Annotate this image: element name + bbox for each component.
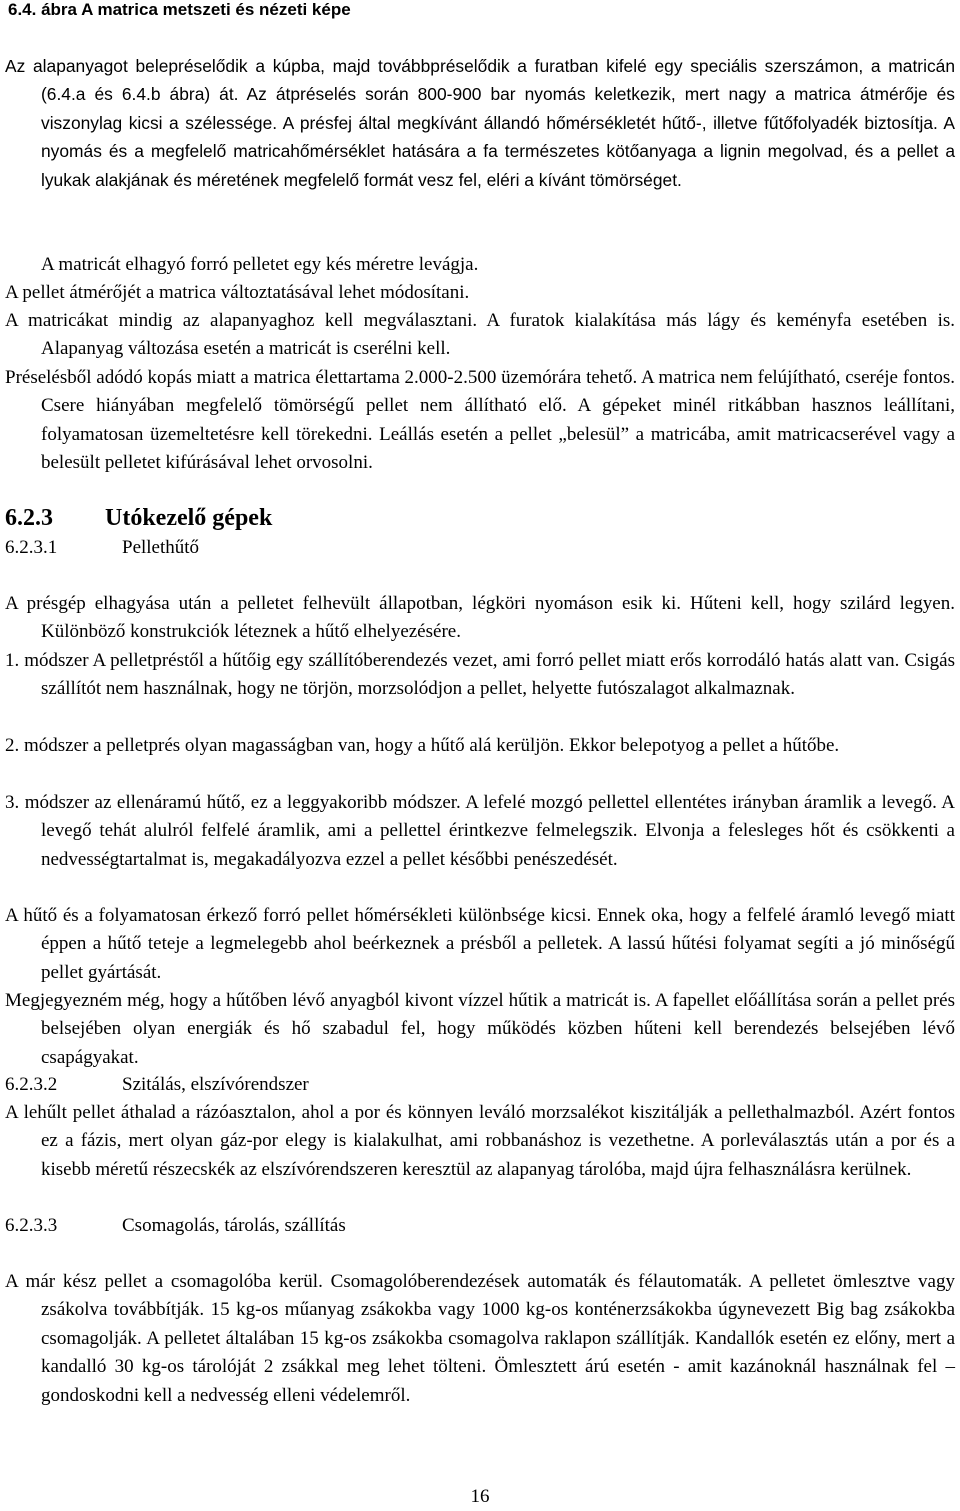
- cooler-paragraph-note: Megjegyezném még, hogy a hűtőben lévő anyagból kivont vízzel hűtik a matricát is. A fapellet előállítása során a pellet prés belsejében olyan energiák és hő szabadul fel, hogy működés közben hűteni kell berendezés belsejében lévő csapágyakat.: [5, 990, 955, 1068]
- subsection-number: 6.2.3.2: [5, 1074, 58, 1095]
- cooler-paragraph-temperature: A hűtő és a folyamatosan érkező forró pellet hőmérsékleti különbsége kicsi. Ennek oka, hogy a felfelé áramló levegő miatt éppen a hűtő teteje a legmelegebb ahol beérkeznek a présből a pelletek. A lassú hűtési folyamat segíti a jó minőségű pellet gyártását.: [5, 905, 955, 983]
- subsection-number: 6.2.3.3: [5, 1215, 58, 1236]
- cooler-paragraph-1: A présgép elhagyása után a pelletet felhevült állapotban, légköri nyomáson esik ki. Hűteni kell, hogy szilárd legyen. Különböző konstrukciók léteznek a hűtő elhelyezésére.: [5, 593, 955, 643]
- intro-paragraph: Az alapanyagot belepréselődik a kúpba, majd továbbpréselődik a furatban kifelé egy speciális szerszámon, a matricán (6.4.a és 6.4.b ábra) át. Az átpréselés során 800-900 bar nyomás keletkezik, mert nagy a matrica átmérője és viszonylag kicsi a szélessége. A présfej által megkívánt állandó hőmérsékletét hűtő-, illetve fűtőfolyadék biztosítja. A nyomás és a megfelelő matricahőmérséklet hatására a fa természetes kötőanyaga a lignin megolvad, és a pellet a lyukak alakjának és méretének megfelelő formát vesz fel, eléri a kívánt tömörséget.: [5, 56, 955, 190]
- intro-line-knife: A matricát elhagyó forró pelletet egy kés méretre levágja.: [41, 254, 479, 275]
- subsection-number: 6.2.3.1: [5, 537, 58, 558]
- subsection-title: Csomagolás, tárolás, szállítás: [122, 1215, 346, 1236]
- intro-paragraph-wear: Préselésből adódó kopás miatt a matrica élettartama 2.000-2.500 üzemórára tehető. A matrica nem felújítható, cseréje fontos. Csere hiányában megfelelő tömörségű pellet nem állítható elő. A gépeket minél ritkábban hasznos leállítani, folyamatosan üzemeltetésre kell törekedni. Leállás esetén a pellet „belesül” a matricába, amit matricacserével vagy a belesült pelletet kifúrásával lehet orvosolni.: [5, 367, 955, 474]
- page-number: 16: [470, 1486, 490, 1507]
- subsection-heading-sieve: [5, 1072, 309, 1098]
- subsection-heading-cooler: [5, 535, 199, 561]
- subsection-title: Szitálás, elszívórendszer: [122, 1074, 309, 1095]
- intro-line-diameter: A pellet átmérőjét a matrica változtatásával lehet módosítani.: [5, 282, 470, 303]
- subsection-heading-packaging: [5, 1213, 346, 1239]
- packaging-paragraph: A már kész pellet a csomagolóba kerül. Csomagolóberendezések automaták és félautomaták. A pelletet ömlesztve vagy zsákolva továbbítják. 15 kg-os műanyag zsákokba vagy 1000 kg-os konténerzsákokba úgynevezett Big bag zsákokba csomagolják. A pelletet általában 15 kg-os zsákokba csomagolva raklapon szállítják. Kandallók esetén ez előny, mert a kandalló 30 kg-os tárolóját 2 zsákkal meg lehet tölteni. Ömlesztett árú esetén - amit kazánoknál használnak fel – gondoskodni kell a nedvesség elleni védelemről.: [5, 1271, 955, 1406]
- sieve-paragraph: A lehűlt pellet áthalad a rázóasztalon, ahol a por és könnyen leváló morzsalékot kiszitálják a pellethalmazból. Azért fontos ez a fázis, mert olyan gáz-por elegy is kialakulhat, ami robbanáshoz is vezethetne. A porleválasztás után a por és a kisebb méretű részecskék az elszívórendszeren keresztül az alapanyag tárolóba, majd újra felhasználásra kerülnek.: [5, 1102, 955, 1180]
- cooler-method-1: 1. módszer A pelletpréstől a hűtőig egy szállítóberendezés vezet, ami forró pellet miatt erős korrodáló hatás alatt van. Csigás szállítót nem használnak, hogy ne törjön, morzsolódjon a pellet, helyette futószalagot alkalmaznak.: [5, 650, 955, 700]
- intro-paragraph-choice: A matricákat mindig az alapanyaghoz kell megválasztani. A furatok kialakítása más lágy és keményfa esetében is. Alapanyag változása esetén a matricát is cserélni kell.: [5, 310, 955, 360]
- cooler-method-3: 3. módszer az ellenáramú hűtő, ez a leggyakoribb módszer. A lefelé mozgó pellettel ellentétes irányban áramlik a levegő. A levegő tehát alulról felfelé áramlik, ami a pellettel érintkezve felmelegszik. Elvonja a felesleges hőt és csökkenti a nedvességtartalmat is, megakadályozva ezzel a pellet későbbi penészedését.: [5, 792, 955, 870]
- section-number: 6.2.3: [5, 505, 53, 531]
- subsection-title: Pellethűtő: [122, 537, 200, 558]
- section-title: Utókezelő gépek: [105, 505, 273, 531]
- cooler-method-2: 2. módszer a pelletprés olyan magasságban van, hogy a hűtő alá kerüljön. Ekkor belepotyog a pellet a hűtőbe.: [5, 735, 840, 756]
- figure-caption: 6.4. ábra A matrica metszeti és nézeti képe: [8, 0, 351, 19]
- section-heading: [5, 503, 272, 533]
